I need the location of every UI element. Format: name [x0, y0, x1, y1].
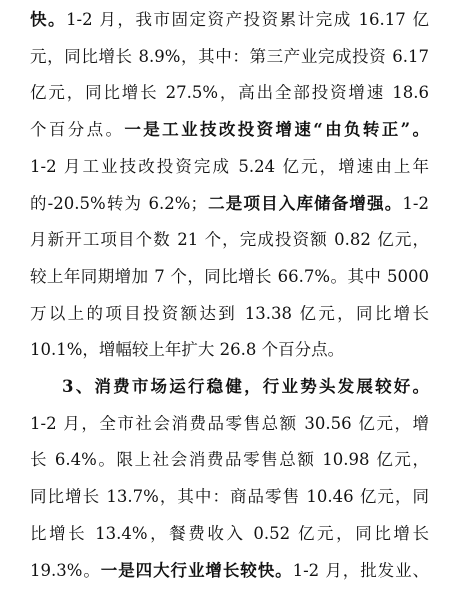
- body-text: 个百分点。: [30, 120, 125, 140]
- body-text: 1-2: [402, 193, 429, 213]
- paragraph-line: [30, 222, 429, 258]
- body-text: 1-2 月工业技改投资完成 5.24 亿元，增速由上年: [30, 156, 429, 176]
- paragraph-line: [30, 186, 429, 222]
- body-text: 长 6.4%。限上社会消费品零售总额 10.98 亿元，: [30, 450, 429, 470]
- body-text: 1-2 月，批发业、: [292, 560, 429, 580]
- paragraph-line: [30, 2, 429, 38]
- bold-text: 一是工业技改投资增速“由负转正”。: [124, 120, 430, 140]
- paragraph-line: [30, 553, 429, 589]
- body-text: 亿元，同比增长 27.5%，高出全部投资增速 18.6: [30, 83, 429, 103]
- body-text: 比增长 13.4%，餐费收入 0.52 亿元，同比增长: [30, 523, 429, 543]
- section-heading: [62, 369, 429, 405]
- body-text: 万以上的项目投资额达到 13.38 亿元，同比增长: [30, 303, 429, 323]
- paragraph-line: [30, 259, 429, 295]
- bold-text: 3、消费市场运行稳健，行业势头发展较好。: [62, 377, 429, 396]
- paragraph-line: [30, 406, 429, 442]
- paragraph-line: [30, 479, 429, 515]
- bold-text: 快。: [30, 10, 67, 29]
- body-text: 19.3%。: [30, 560, 101, 580]
- body-text: 同比增长 13.7%，其中：商品零售 10.46 亿元，同: [30, 487, 429, 507]
- paragraph-line: [30, 149, 429, 185]
- paragraph-line: [30, 112, 429, 148]
- paragraph-line: [30, 516, 429, 552]
- body-text: 月新开工项目个数 21 个，完成投资额 0.82 亿元，: [30, 230, 429, 250]
- body-text: 1-2 月，我市固定资产投资累计完成 16.17 亿: [66, 10, 430, 29]
- bold-text: 二是项目入库储备增强。: [206, 193, 403, 213]
- body-text: 1-2 月，全市社会消费品零售总额 30.56 亿元，增: [30, 413, 429, 433]
- paragraph-line: [30, 39, 429, 75]
- body-text: 较上年同期增加 7 个，同比增长 66.7%。其中 5000: [30, 266, 429, 286]
- body-text: 10.1%，增幅较上年扩大 26.8 个百分点。: [30, 340, 345, 360]
- body-text: 元，同比增长 8.9%，其中：第三产业完成投资 6.17: [30, 46, 429, 66]
- paragraph-line: [30, 442, 429, 478]
- body-text: 的-20.5%转为 6.2%；: [30, 193, 207, 213]
- paragraph-line: [30, 75, 429, 111]
- bold-text: 一是四大行业增长较快。: [100, 560, 293, 580]
- paragraph-line: [30, 296, 429, 332]
- paragraph-line: [30, 332, 429, 368]
